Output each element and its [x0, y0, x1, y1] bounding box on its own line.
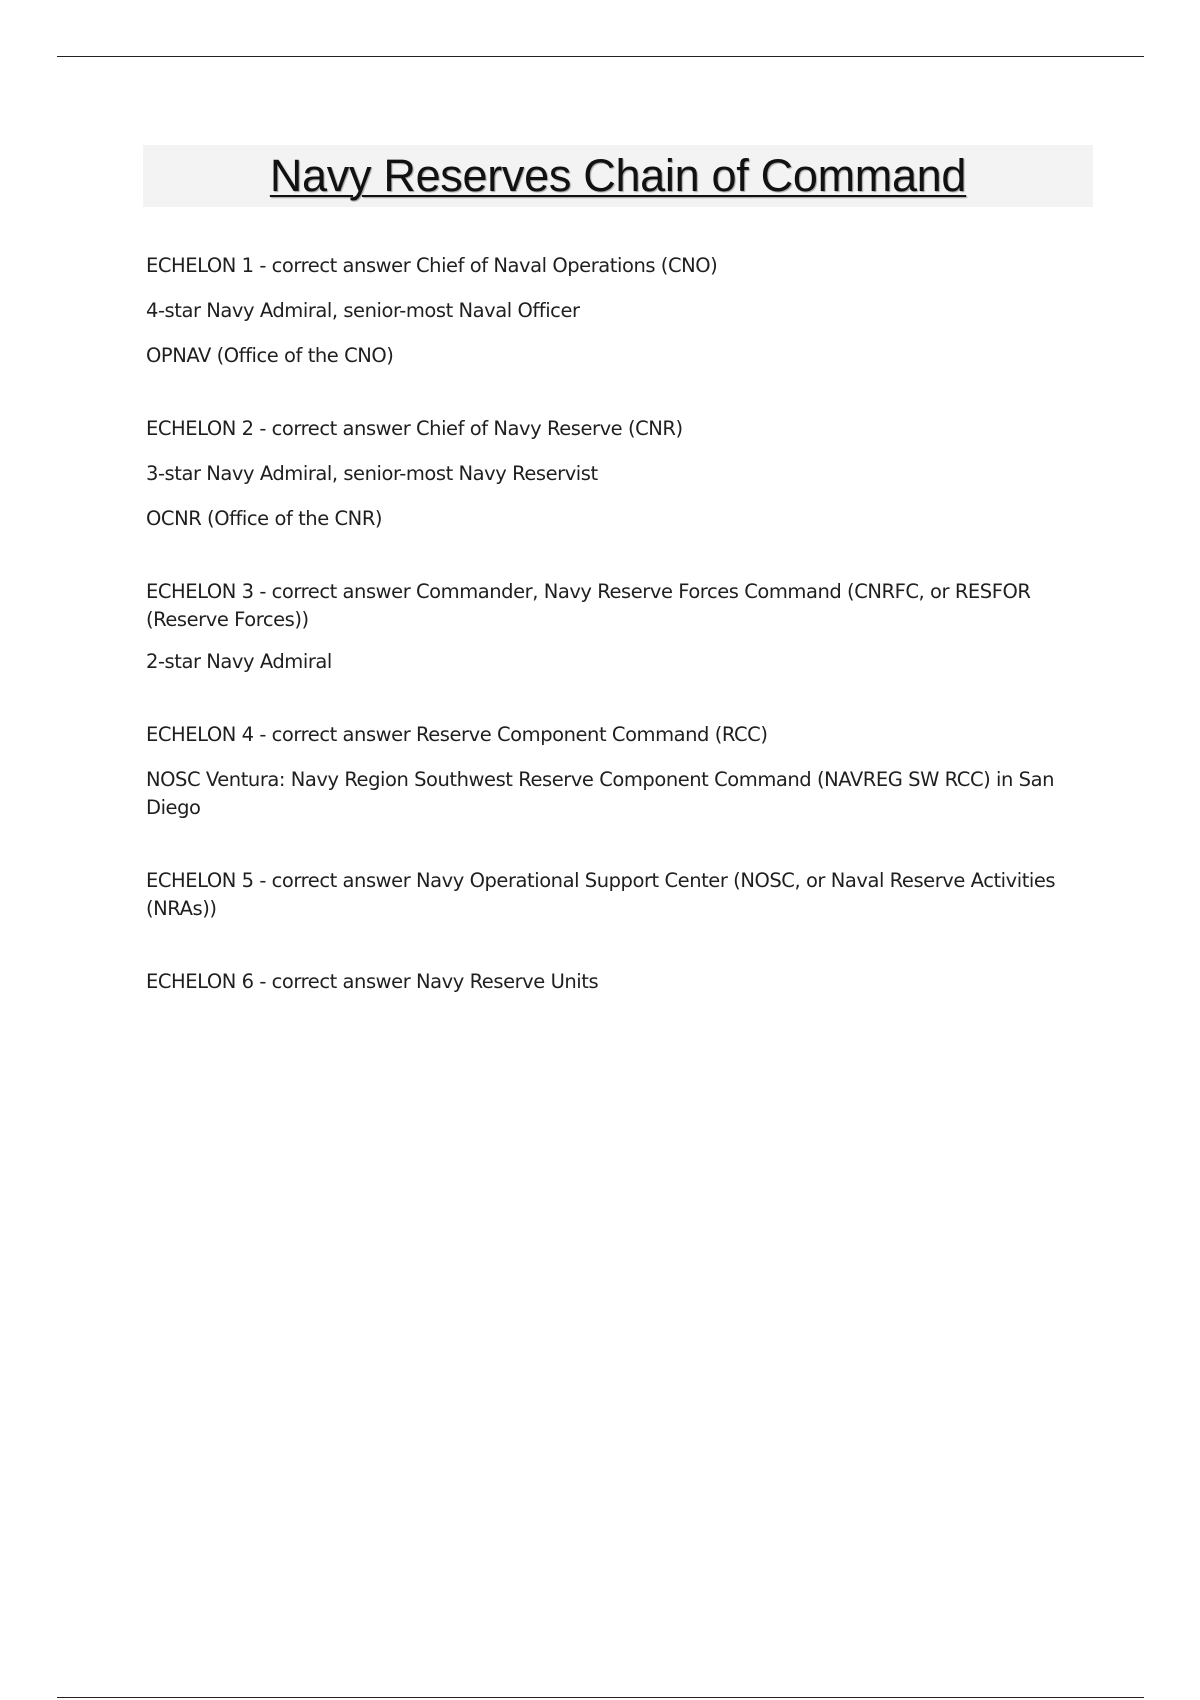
echelon-1-detail: 4-star Navy Admiral, senior-most Naval Officer	[146, 299, 580, 322]
echelon-2-heading: ECHELON 2 - correct answer Chief of Navy Reserve (CNR)	[146, 417, 683, 440]
echelon-1-heading: ECHELON 1 - correct answer Chief of Naval Operations (CNO)	[146, 254, 718, 277]
top-rule	[57, 56, 1144, 57]
title-banner	[143, 145, 1093, 207]
echelon-2-detail: OCNR (Office of the CNR)	[146, 507, 383, 530]
echelon-6-section	[146, 968, 1096, 996]
echelon-3-heading: ECHELON 3 - correct answer Commander, Navy Reserve Forces Command (CNRFC, or RESFOR (Reserve Forces))	[146, 580, 1031, 631]
echelon-2-detail: 3-star Navy Admiral, senior-most Navy Reservist	[146, 462, 598, 485]
echelon-4-detail: NOSC Ventura: Navy Region Southwest Reserve Component Command (NAVREG SW RCC) in San Diego	[146, 768, 1054, 819]
document-body	[146, 252, 1096, 1041]
echelon-4-section	[146, 721, 1096, 822]
echelon-5-section	[146, 867, 1096, 923]
page-title: Navy Reserves Chain of Command	[269, 150, 967, 201]
echelon-1-detail: OPNAV (Office of the CNO)	[146, 344, 394, 367]
echelon-2-section	[146, 415, 1096, 533]
echelon-3-detail: 2-star Navy Admiral	[146, 650, 332, 673]
echelon-5-heading: ECHELON 5 - correct answer Navy Operational Support Center (NOSC, or Naval Reserve Activities (NRAs))	[146, 869, 1056, 920]
echelon-1-section	[146, 252, 1096, 370]
echelon-3-section	[146, 578, 1096, 676]
echelon-6-heading: ECHELON 6 - correct answer Navy Reserve Units	[146, 970, 599, 993]
bottom-rule	[57, 1697, 1144, 1698]
echelon-4-heading: ECHELON 4 - correct answer Reserve Component Command (RCC)	[146, 723, 768, 746]
